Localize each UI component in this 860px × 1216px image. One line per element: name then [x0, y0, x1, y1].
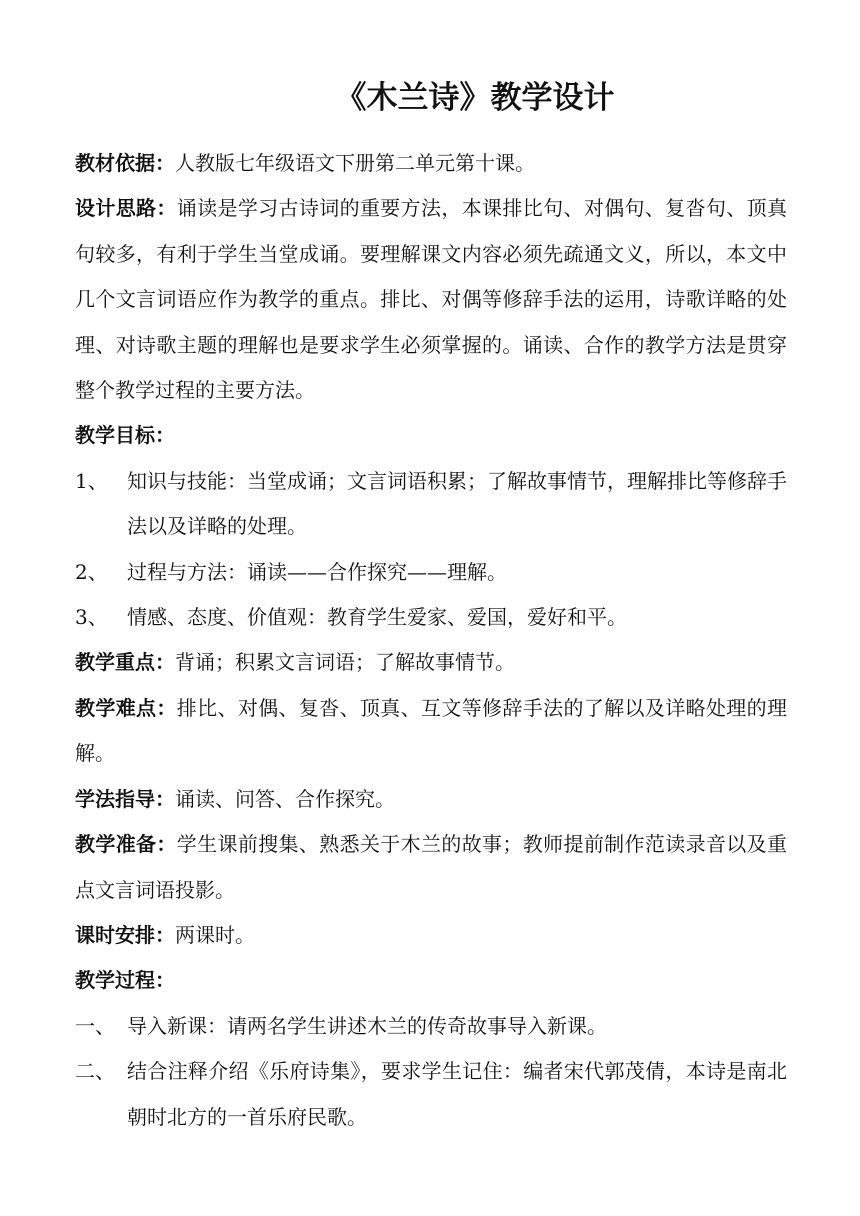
goal-item-text: 过程与方法：诵读——合作探究——理解。: [127, 559, 507, 584]
key-points-paragraph: [75, 640, 787, 685]
goal-item: [75, 550, 787, 595]
difficulties-paragraph: [75, 686, 787, 777]
preparation-text: 学生课前搜集、熟悉关于木兰的故事；教师提前制作范读录音以及重点文言词语投影。: [75, 832, 788, 902]
process-item-number: 一、: [75, 1013, 115, 1038]
goal-item-number: 3、: [75, 605, 108, 630]
schedule-label: 课时安排：: [75, 922, 175, 947]
process-item: [75, 1004, 787, 1049]
goal-item: [75, 595, 787, 640]
key-points-text: 背诵；积累文言词语；了解故事情节。: [175, 650, 515, 675]
schedule-text: 两课时。: [175, 922, 255, 947]
preparation-label: 教学准备：: [75, 832, 177, 857]
process-item-number: 二、: [75, 1059, 115, 1084]
process-item: [75, 1049, 787, 1140]
study-guide-text: 诵读、问答、合作探究。: [175, 786, 395, 811]
difficulties-label: 教学难点：: [75, 695, 177, 720]
key-points-label: 教学重点：: [75, 650, 175, 675]
document-body: [75, 141, 787, 1140]
textbook-text: 人教版七年级语文下册第二单元第十课。: [175, 151, 535, 175]
process-item-text: 导入新课：请两名学生讲述木兰的传奇故事导入新课。: [127, 1013, 607, 1038]
design-idea-label: 设计思路：: [75, 196, 177, 221]
textbook-label: 教材依据：: [75, 151, 175, 175]
goal-item-text: 情感、态度、价值观：教育学生爱家、爱国，爱好和平。: [127, 605, 627, 630]
difficulties-text: 排比、对偶、复沓、顶真、互文等修辞手法的了解以及详略处理的理解。: [75, 695, 788, 766]
document-title: 《木兰诗》教学设计: [335, 80, 615, 116]
goals-heading-paragraph: [75, 413, 787, 458]
goal-item-text: 知识与技能：当堂成诵；文言词语积累；了解故事情节，理解排比等修辞手法以及详略的处理。: [127, 468, 787, 539]
schedule-paragraph: [75, 913, 787, 958]
study-guide-label: 学法指导：: [75, 786, 175, 811]
process-heading-paragraph: [75, 958, 787, 1003]
goal-item-number: 1、: [75, 468, 108, 493]
design-idea-text: 诵读是学习古诗词的重要方法，本课排比句、对偶句、复沓句、顶真句较多，有利于学生当堂成诵。要理解课文内容必须先疏通文义，所以，本文中几个文言词语应作为教学的重点。排比、对偶等修辞手法的运用，诗歌详略的处理、对诗歌主题的理解也是要求学生必须掌握的。诵读、合作的教学方法是贯穿整个教学过程的主要方法。: [75, 196, 788, 403]
process-label: 教学过程：: [75, 968, 175, 993]
goal-item: [75, 459, 787, 550]
textbook-paragraph: [75, 141, 787, 186]
process-item-text: 结合注释介绍《乐府诗集》，要求学生记住：编者宋代郭茂倩，本诗是南北朝时北方的一首乐府民歌。: [127, 1059, 787, 1129]
goals-label: 教学目标：: [75, 423, 175, 448]
preparation-paragraph: [75, 822, 787, 913]
design-idea-paragraph: [75, 186, 787, 413]
goal-item-number: 2、: [75, 559, 108, 584]
study-guide-paragraph: [75, 777, 787, 822]
